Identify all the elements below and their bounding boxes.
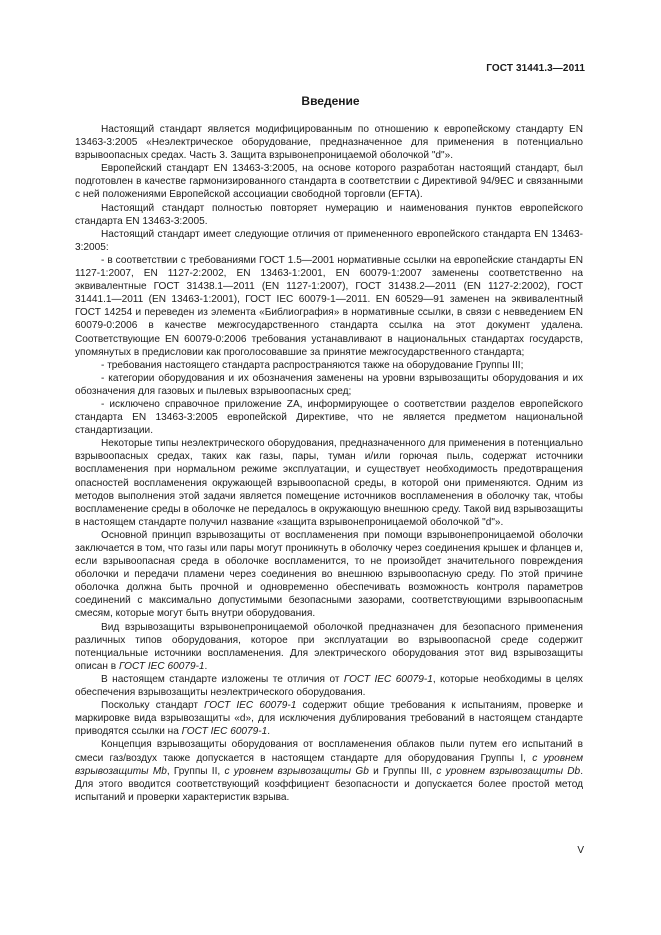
document-body xyxy=(75,123,583,804)
dash-marker: - xyxy=(101,359,105,371)
paragraph-text: . xyxy=(204,660,208,672)
paragraph-text: , которые необходимы в целях обеспечения взрывозащиты неэлектрического оборудования. xyxy=(75,673,583,699)
standard-reference: ГОСТ IEC 60079-1 xyxy=(343,673,433,685)
paragraph: Настоящий стандарт является модифицированным по отношению к европейскому стандарту EN 13463-3:2005 «Неэлектрическое оборудование, предназначенное для применения в потенциально взрывоопасных средах. Часть 3. Защита взрывонепроницаемой оболочкой "d"». xyxy=(75,124,583,162)
paragraph-text: содержит общие требования к испытаниям, проверке и маркировке вида взрывозащиты «d», для исключения дублирования требований в настоящем стандарте приводятся ссылки на xyxy=(75,700,583,738)
paragraph-text: В настоящем стандарте изложены те отличия от xyxy=(101,673,344,685)
list-item-text: требования настоящего стандарта распространяются также на оборудование Группы III; xyxy=(107,359,524,371)
dash-marker: - xyxy=(101,254,105,266)
list-item-text: исключено справочное приложение ZA, информирующее о соответствии разделов европейского стандарта EN 13463-3:2005 европейской Директиве, что не является предметом национальной стандартизации. xyxy=(75,398,583,437)
paragraph xyxy=(75,673,583,699)
paragraph xyxy=(75,621,583,673)
paragraph-text: Поскольку стандарт xyxy=(101,700,205,712)
paragraph-text: Вид взрывозащиты взрывонепроницаемой оболочкой предназначен для безопасного применения различных типов оборудования, которое при эксплуатации во взрывоопасной среде содержит потенциальные источники воспламенения. Для электрического оборудования этот вид взрывозащиты описан в xyxy=(75,621,583,672)
list-item xyxy=(75,372,583,398)
paragraph-text: . Для этого вводится соответствующий коэффициент безопасности и допускается более простой метод испытаний и проверки характеристик взрыва. xyxy=(75,765,583,803)
standard-reference: ГОСТ IEC 60079-1 xyxy=(118,660,205,672)
page-number: V xyxy=(577,845,584,856)
dash-marker: - xyxy=(101,372,105,384)
paragraph: Европейский стандарт EN 13463-3:2005, на основе которого разработан настоящий стандарт, был подготовлен в качестве гармонизированного стандарта в соответствии с Директивой 94/9ЕС и связанными с ней положениями Европейской ассоциации свободной торговли (EFTA). xyxy=(75,163,583,201)
page-title: Введение xyxy=(301,94,360,108)
list-item-text: в соответствии с требованиями ГОСТ 1.5—2001 нормативные ссылки на европейские стандарты EN 1127-1:2007, EN 1127-2:2002, EN 13463-1:2001, EN 60079-1:2007 заменены соответственно на эквивалентные ГОСТ 31438.1—2011 (EN 1127-1:2007), ГОСТ 31438.2—2011 (EN 1127-2:2002), ГОСТ 31441.1—2011 (EN 13463-1:2001), ГОСТ IEC 60079-1—2011. EN 60529—91 заменен на эквивалентный ГОСТ 14254 и переведен из элемента «Библиография» в нормативные ссылки, в связи с невведением EN 60079-0:2006 в качестве межгосударственного стандарта ссылка на этот документ удалена. Соответствующие EN 60079-0:2006 требования устанавливают в национальных стандартах государств, упомянутых в предисловии как проголосовавшие за принятие межгосударственного стандарта; xyxy=(75,254,583,358)
standard-reference: ГОСТ IEC 60079-1 xyxy=(181,726,268,738)
standard-reference: ГОСТ IEC 60079-1 xyxy=(204,700,297,712)
paragraph xyxy=(75,699,583,738)
list-item xyxy=(75,359,583,372)
paragraph-text: , Группы II, xyxy=(166,765,225,777)
list-item-text: категории оборудования и их обозначения заменены на уровни взрывозащиты оборудования и их обозначения для газовых и пылевых взрывоопасных сред; xyxy=(75,372,583,397)
protection-level-mb: с уровнем взрывозащиты Mb xyxy=(75,752,583,777)
standard-designation: ГОСТ 31441.3—2011 xyxy=(486,63,585,74)
paragraph xyxy=(75,738,583,803)
paragraph: Настоящий стандарт имеет следующие отличия от примененного европейского стандарта EN 13463-3:2005: xyxy=(75,228,583,253)
paragraph-text: . xyxy=(267,726,271,738)
protection-level-db: с уровнем взрывозащиты Db xyxy=(436,765,581,777)
paragraph: Основной принцип взрывозащиты от воспламенения при помощи взрывонепроницаемой оболочки заключается в том, что газы или пары могут проникнуть в оболочку через соединения крышек и фланцев и, если взрывоопасная среда в оболочке воспламенится, то не произойдет значительного повреждения оболочки и передачи пламени через соединения во внешнюю взрывоопасную среду. По этой причине оболочка должна быть прочной и одновременно обеспечивать возможность контроля параметров соединений с максимально допустимыми безопасными зазорами, соответствующими взрывоопасным смесям, которые могут быть внутри оборудования. xyxy=(75,529,583,620)
list-item xyxy=(75,398,583,437)
paragraph-text: Концепция взрывозащиты оборудования от воспламенения облаков пыли путем его испытаний в смеси газ/воздух также допускается в настоящем стандарте для оборудования Группы I, xyxy=(75,739,583,764)
protection-level-gb: с уровнем взрывозащиты Gb xyxy=(224,765,369,777)
dash-marker: - xyxy=(101,398,105,410)
paragraph: Некоторые типы неэлектрического оборудования, предназначенного для применения в потенциально взрывоопасных средах, таких как газы, пары, туман и/или горючая пыль, содержат источники воспламенения при нормальном режиме эксплуатации, и существует необходимость предотвращения опасностей воспламенения окружающей взрывоопасной среды, в которой они применяются. Одним из методов выполнения этой задачи является помещение источников воспламенения в оболочку так, чтобы воспламенение среды в оболочке не передалось в окружающую внешнюю среду. Такой вид взрывозащиты в настоящем стандарте получил название «защита взрывонепроницаемой оболочкой "d"». xyxy=(75,438,583,528)
list-item xyxy=(75,254,583,359)
paragraph: Настоящий стандарт полностью повторяет нумерацию и наименования пунктов европейского стандарта EN 13463-3:2005. xyxy=(75,202,583,227)
paragraph-text: и Группы III, xyxy=(368,765,437,777)
